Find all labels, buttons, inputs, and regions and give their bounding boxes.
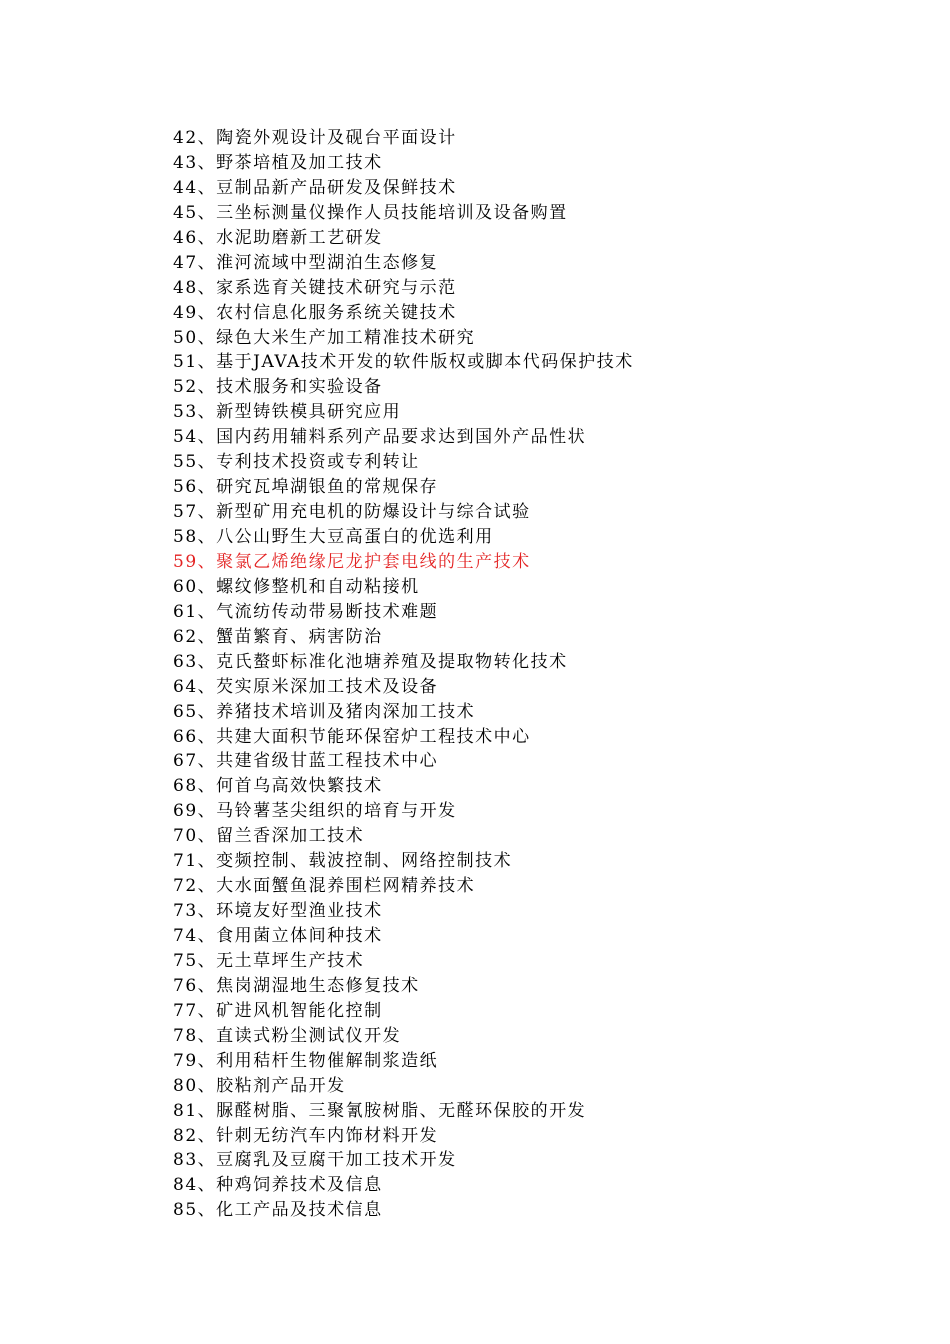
list-item: 57、新型矿用充电机的防爆设计与综合试验 (173, 502, 531, 523)
list-item: 72、大水面蟹鱼混养围栏网精养技术 (173, 876, 476, 897)
list-item: 83、豆腐乳及豆腐干加工技术开发 (173, 1150, 457, 1171)
list-item: 47、淮河流域中型湖泊生态修复 (173, 252, 439, 273)
list-item: 65、养猪技术培训及猪肉深加工技术 (173, 701, 476, 722)
list-item: 70、留兰香深加工技术 (173, 826, 365, 847)
list-item: 50、绿色大米生产加工精准技术研究 (173, 327, 476, 348)
list-item: 68、何首乌高效快繁技术 (173, 776, 383, 797)
numbered-item-list (173, 126, 634, 1223)
list-item: 69、马铃薯茎尖组织的培育与开发 (173, 801, 457, 822)
list-item: 78、直读式粉尘测试仪开发 (173, 1025, 402, 1046)
list-item: 64、芡实原米深加工技术及设备 (173, 676, 439, 697)
list-item: 53、新型铸铁模具研究应用 (173, 402, 402, 423)
list-item: 80、胶粘剂产品开发 (173, 1075, 346, 1096)
list-item: 46、水泥助磨新工艺研发 (173, 227, 383, 248)
list-item: 73、环境友好型渔业技术 (173, 901, 383, 922)
list-item: 84、种鸡饲养技术及信息 (173, 1175, 383, 1196)
list-item: 60、螺纹修整机和自动粘接机 (173, 576, 420, 597)
list-item: 77、矿进风机智能化控制 (173, 1000, 383, 1021)
list-item: 61、气流纺传动带易断技术难题 (173, 601, 439, 622)
list-item: 54、国内药用辅料系列产品要求达到国外产品性状 (173, 427, 587, 448)
list-item: 85、化工产品及技术信息 (173, 1200, 383, 1221)
list-item: 52、技术服务和实验设备 (173, 377, 383, 398)
list-item: 42、陶瓷外观设计及砚台平面设计 (173, 128, 457, 148)
list-item: 55、专利技术投资或专利转让 (173, 452, 420, 473)
list-item: 82、针刺无纺汽车内饰材料开发 (173, 1125, 439, 1146)
list-item: 62、蟹苗繁育、病害防治 (173, 626, 383, 647)
list-item: 45、三坐标测量仪操作人员技能培训及设备购置 (173, 202, 568, 223)
list-item: 81、脲醛树脂、三聚氰胺树脂、无醛环保胶的开发 (173, 1100, 587, 1121)
list-item: 56、研究瓦埠湖银鱼的常规保存 (173, 477, 439, 498)
list-item: 48、家系选育关键技术研究与示范 (173, 277, 457, 298)
list-item: 51、基于JAVA技术开发的软件版权或脚本代码保护技术 (173, 352, 634, 373)
list-item: 74、食用菌立体间种技术 (173, 926, 383, 946)
list-item: 76、焦岗湖湿地生态修复技术 (173, 975, 420, 996)
list-item: 44、豆制品新产品研发及保鲜技术 (173, 177, 457, 198)
list-item: 75、无土草坪生产技术 (173, 950, 365, 971)
list-item: 58、八公山野生大豆高蛋白的优选利用 (173, 527, 494, 547)
list-item-highlighted: 59、聚氯乙烯绝缘尼龙护套电线的生产技术 (173, 551, 531, 572)
list-item: 63、克氏螯虾标准化池塘养殖及提取物转化技术 (173, 651, 568, 672)
list-item: 71、变频控制、载波控制、网络控制技术 (173, 851, 513, 872)
list-item: 66、共建大面积节能环保窑炉工程技术中心 (173, 726, 531, 747)
list-item: 67、共建省级甘蓝工程技术中心 (173, 751, 439, 772)
list-item: 43、野茶培植及加工技术 (173, 152, 383, 173)
list-item: 49、农村信息化服务系统关键技术 (173, 302, 457, 323)
list-item: 79、利用秸杆生物催解制浆造纸 (173, 1050, 439, 1071)
